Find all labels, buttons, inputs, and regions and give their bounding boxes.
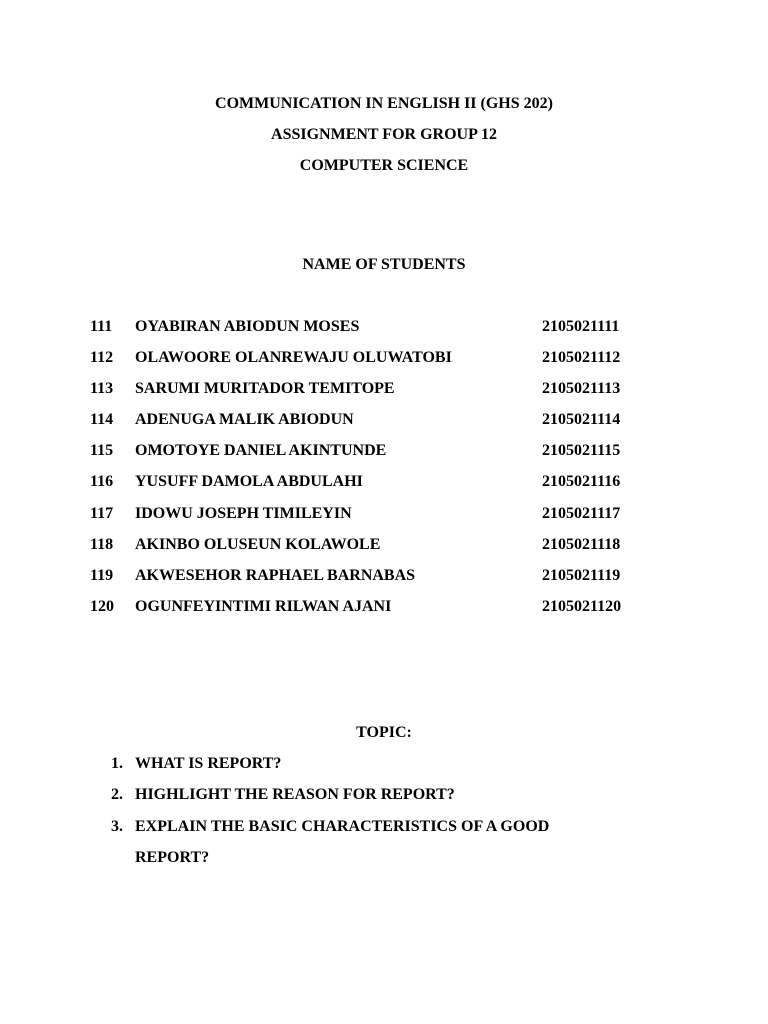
student-matric-number: 2105021113 bbox=[542, 380, 621, 397]
student-matric-number: 2105021114 bbox=[542, 411, 621, 428]
student-row bbox=[0, 441, 768, 461]
assignment-title: ASSIGNMENT FOR GROUP 12 bbox=[271, 126, 497, 143]
student-name: IDOWU JOSEPH TIMILEYIN bbox=[135, 505, 352, 522]
student-matric-number: 2105021118 bbox=[542, 536, 621, 553]
student-row bbox=[0, 410, 768, 430]
student-number: 112 bbox=[90, 349, 114, 366]
student-matric-number: 2105021117 bbox=[542, 505, 621, 522]
student-matric-number: 2105021116 bbox=[542, 473, 621, 490]
student-number: 116 bbox=[90, 473, 114, 490]
student-name: AKWESEHOR RAPHAEL BARNABAS bbox=[135, 567, 416, 584]
student-matric-number: 2105021115 bbox=[542, 442, 621, 459]
student-name: ADENUGA MALIK ABIODUN bbox=[135, 411, 354, 428]
student-row bbox=[0, 348, 768, 368]
student-row bbox=[0, 535, 768, 555]
student-name: OYABIRAN ABIODUN MOSES bbox=[135, 318, 360, 335]
student-name: OMOTOYE DANIEL AKINTUNDE bbox=[135, 442, 387, 459]
topic-text: WHAT IS REPORT? bbox=[135, 755, 282, 772]
student-number: 111 bbox=[90, 318, 113, 335]
student-name: YUSUFF DAMOLA ABDULAHI bbox=[135, 473, 363, 490]
student-matric-number: 2105021119 bbox=[542, 567, 621, 584]
student-name: AKINBO OLUSEUN KOLAWOLE bbox=[135, 536, 381, 553]
student-name: OLAWOORE OLANREWAJU OLUWATOBI bbox=[135, 349, 452, 366]
topic-item bbox=[0, 817, 768, 869]
topic-heading: TOPIC: bbox=[356, 724, 412, 741]
topic-number: 3. bbox=[111, 818, 123, 835]
student-row bbox=[0, 379, 768, 399]
students-heading: NAME OF STUDENTS bbox=[302, 256, 466, 273]
student-row bbox=[0, 597, 768, 617]
student-number: 120 bbox=[90, 598, 114, 615]
student-number: 117 bbox=[90, 505, 114, 522]
topic-text: HIGHLIGHT THE REASON FOR REPORT? bbox=[135, 786, 455, 803]
student-matric-number: 2105021111 bbox=[542, 318, 620, 335]
course-title: COMMUNICATION IN ENGLISH II (GHS 202) bbox=[215, 95, 553, 112]
student-number: 114 bbox=[90, 411, 114, 428]
department-title: COMPUTER SCIENCE bbox=[299, 157, 469, 174]
topic-text-continued: REPORT? bbox=[135, 849, 210, 866]
student-number: 119 bbox=[90, 567, 114, 584]
student-number: 113 bbox=[90, 380, 114, 397]
student-row bbox=[0, 472, 768, 492]
topic-item bbox=[0, 754, 768, 774]
student-row bbox=[0, 504, 768, 524]
student-matric-number: 2105021120 bbox=[542, 598, 622, 615]
topic-text: EXPLAIN THE BASIC CHARACTERISTICS OF A GOOD bbox=[135, 818, 550, 835]
student-matric-number: 2105021112 bbox=[542, 349, 621, 366]
student-row bbox=[0, 566, 768, 586]
student-row bbox=[0, 317, 768, 337]
topic-number: 2. bbox=[111, 786, 123, 803]
student-number: 118 bbox=[90, 536, 114, 553]
student-name: OGUNFEYINTIMI RILWAN AJANI bbox=[135, 598, 392, 615]
topic-number: 1. bbox=[111, 755, 123, 772]
topic-item bbox=[0, 785, 768, 805]
student-name: SARUMI MURITADOR TEMITOPE bbox=[135, 380, 395, 397]
student-number: 115 bbox=[90, 442, 114, 459]
